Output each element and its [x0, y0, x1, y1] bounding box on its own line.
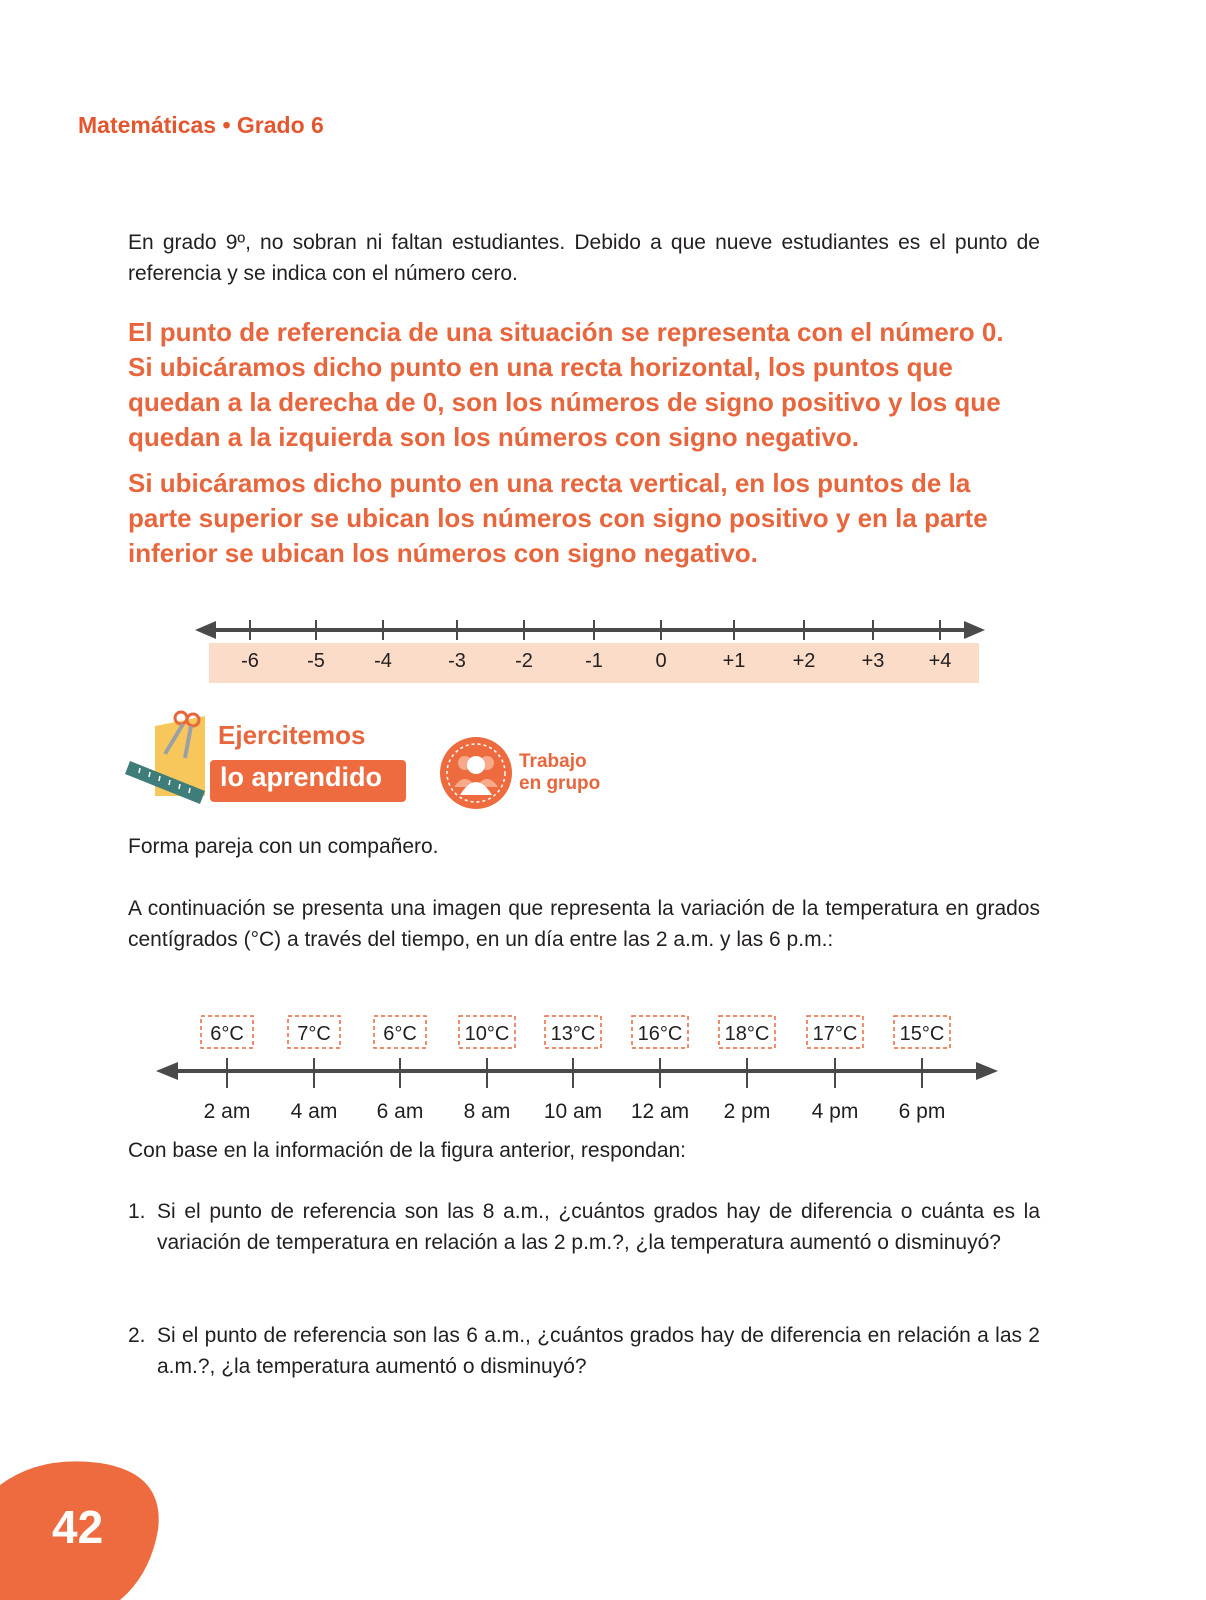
intro-paragraph: En grado 9º, no sobran ni faltan estudiantes. Debido a que nueve estudiantes es el punto de referencia y se indica con el número cero. — [128, 231, 1040, 285]
concept-paragraph-horizontal: El punto de referencia de una situación se representa con el número 0. Si ubicáramos dicho punto en una recta horizontal, los puntos que quedan a la derecha de 0, son los números de signo positivo y los que quedan a la izquierda son los números con signo negativo. — [128, 317, 1004, 452]
number-line-label: -1 — [585, 650, 603, 672]
time-label: 2 am — [203, 1100, 251, 1123]
group-work-label-line1: Trabajo — [519, 751, 587, 772]
number-line-label: +4 — [928, 650, 952, 672]
page-number: 42 — [52, 1501, 104, 1553]
temperature-value: 16°C — [637, 1023, 683, 1045]
temperature-value: 10°C — [464, 1023, 510, 1045]
question-text: Si el punto de referencia son las 6 a.m., ¿cuántos grados hay de diferencia en relación a las 2 a.m.?, ¿la temperatura aumentó o disminuyó? — [157, 1324, 1040, 1378]
section-label: lo aprendido — [220, 762, 382, 792]
section-title: Ejercitemos — [218, 720, 366, 750]
temperature-description: A continuación se presenta una imagen que representa la variación de la temperatura en grados centígrados (°C) a través del tiempo, en un día entre las 2 a.m. y las 6 p.m.: — [128, 897, 1040, 951]
question-number: 2. — [128, 1324, 146, 1347]
time-label: 10 am — [543, 1100, 603, 1123]
temperature-value: 18°C — [724, 1023, 770, 1045]
group-work-label-line2: en grupo — [519, 773, 601, 794]
time-label: 8 am — [463, 1100, 511, 1123]
number-line-label: -4 — [374, 650, 392, 672]
question-number: 1. — [128, 1200, 146, 1223]
questions-intro: Con base en la información de la figura anterior, respondan: — [128, 1139, 687, 1162]
number-line-label: 0 — [655, 650, 667, 672]
number-line-label: -5 — [307, 650, 325, 672]
left-arrow-icon — [156, 1062, 178, 1080]
time-label: 6 am — [376, 1100, 424, 1123]
number-line-label: +1 — [722, 650, 746, 672]
time-label: 6 pm — [898, 1100, 946, 1123]
question-item-2 — [128, 1320, 1040, 1382]
temperature-value: 13°C — [550, 1023, 596, 1045]
temperature-value: 15°C — [899, 1023, 945, 1045]
time-label: 4 am — [290, 1100, 338, 1123]
question-text: Si el punto de referencia son las 8 a.m., ¿cuántos grados hay de diferencia o cuánta es la variación de temperatura en relación a las 2 p.m.?, ¿la temperatura aumentó o disminuyó? — [157, 1200, 1040, 1254]
temperature-value: 17°C — [812, 1023, 858, 1045]
concept-paragraph-vertical: Si ubicáramos dicho punto en una recta vertical, en los puntos de la parte superior se ubican los números con signo positivo y en la parte inferior se ubican los números con signo negativo. — [128, 468, 988, 568]
time-label: 4 pm — [811, 1100, 859, 1123]
time-label: 2 pm — [723, 1100, 771, 1123]
question-item-1 — [128, 1196, 1040, 1258]
temperature-value: 6°C — [210, 1023, 244, 1045]
number-line-label: -3 — [448, 650, 466, 672]
number-line-label: -2 — [515, 650, 533, 672]
page-header-title: Matemáticas • Grado 6 — [78, 112, 324, 138]
number-line-label: -6 — [241, 650, 259, 672]
pair-instruction: Forma pareja con un compañero. — [128, 835, 439, 858]
temperature-value: 7°C — [297, 1023, 331, 1045]
right-arrow-icon — [976, 1062, 998, 1080]
number-line-label: +3 — [861, 650, 885, 672]
temperature-value: 6°C — [383, 1023, 417, 1045]
number-line-label: +2 — [792, 650, 816, 672]
time-label: 12 am — [630, 1100, 690, 1123]
